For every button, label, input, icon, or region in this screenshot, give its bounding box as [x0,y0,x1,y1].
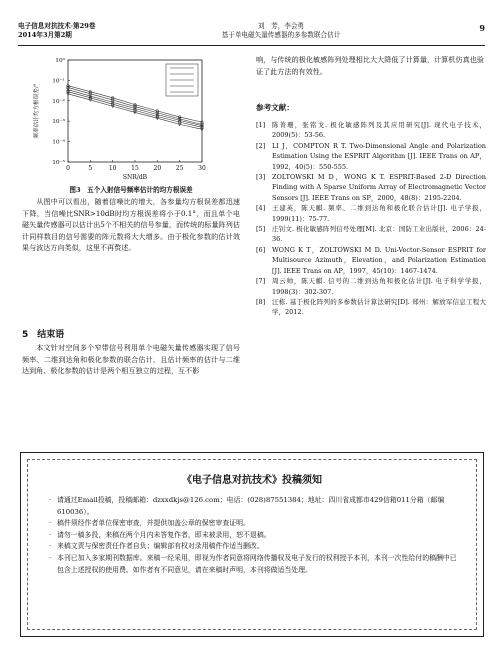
reference-number: [6] [256,245,266,254]
x-tick-label: 0 [66,165,70,172]
bullet-icon: · [49,519,52,528]
y-axis-label: 频率估计均方根误差/° [34,83,40,139]
x-tick-label: 20 [153,165,162,172]
reference-number: [1] [256,121,266,129]
header-rule [18,45,485,46]
reference-number: [2] [256,141,266,150]
page-number: 9 [479,23,485,33]
reference-list [256,120,486,318]
article-title: 基于单电磁矢量传感器的多参数联合估计 [221,31,341,39]
bullet-icon: · [49,553,52,562]
reference-number: [8] [256,297,266,306]
reference-text: 汪栋. 基于极化阵列的多参数估计算法研究[D]. 郑州：解放军信息工程大学，2012. [272,297,486,317]
notice-text: 稿件须经作者单位保密审查，并提供加盖公章的保密审查证明。 [57,519,250,528]
reference-item [256,245,486,276]
notice-item [49,530,459,542]
conclusion-paragraph: 本文针对空间多个窄带信号利用单个电磁矢量传感器实现了信号频率、二维到达角和极化参数的联合估计，且估计频率的估计与二维达到角、极化参数的估计是两个相互独立的过程，互不影 [22,343,240,376]
results-paragraph: 从图中可以看出，随着信噪比的增大，各参量均方根误差都迅速下降，当信噪比SNR>10dB时均方根误差将小于0.1°，而且单个电磁矢量传感器可以估计出5个不相关的信号参量，而传统的标量阵列估计同样数目的信号需要的阵元数将大大增多。由于极化参数的估计效果与波达方向类似，这里不再赘述。 [22,197,240,253]
chart-series [67,64,204,131]
reference-item [256,224,486,245]
y-tick-label: 10⁻⁴ [52,139,65,146]
notice-title: 《电子信息对抗技术》投稿须知 [182,475,322,486]
bullet-icon: · [49,496,52,504]
reference-number: [4] [256,204,266,213]
authors: 刘 芳，李会勇 [257,22,305,30]
reference-number: [7] [256,277,266,286]
page-header [18,22,485,46]
notice-text: 来稿文责与保密责任作者自负；编辑部有权对录用稿件作适当删改。 [57,542,264,551]
notice-items [49,495,459,576]
references-heading: 参考文献： [256,103,294,112]
notice-text: 请勿一稿多投，来稿在两个月内未答复作者，即未被录用，恕不退稿。 [57,530,271,539]
notice-item [49,553,459,576]
reference-item [256,276,486,297]
y-tick-label: 10⁻² [52,98,65,105]
reference-item [256,203,486,224]
y-tick-label: 10⁻⁵ [52,160,65,166]
notice-item [49,541,459,553]
x-tick-label: 10 [108,165,117,172]
x-tick-label: 30 [198,165,206,172]
reference-text: 庄钊文. 极化敏感阵列信号处理[M]. 北京：国防工业出版社，2006：24-36. [272,225,486,244]
reference-text: 陈菁珊，张铭戈. 极化敏感阵列及其应用研究[J]. 现代电子技术，2009(5)：53-56. [272,121,486,140]
x-tick-label: 5 [88,165,93,172]
section-heading: 5 结束语 [22,330,65,340]
reference-item [256,141,486,172]
notice-item [49,518,459,530]
reference-text: WONG K T，ZOLTOWSKI M D. Uni-Vector-Sensor ESPRIT for Multisource Azimuth，Elevation，and Polarization Estimation [J]. IEEE Trans on AP，1997，45(10)：1467-1474. [272,245,486,275]
x-tick-label: 25 [175,165,184,172]
reference-item [256,297,486,318]
y-tick-label: 10⁻¹ [52,78,65,85]
notice-item [49,495,459,518]
x-axis-label: SNR/dB [122,174,148,181]
notice-text: 请通过Email投稿，投稿邮箱：dzxxdkjs@126.com；电话：(028)87551384；地址：四川省成都市429信箱011分箱（邮编610036）。 [57,496,445,516]
right-paragraph [256,54,484,77]
reference-text: 王建英，陈天麒. 频率、二维到达角和极化联合估计[J]. 电子学报，1999(11)：75-77. [272,204,486,223]
y-tick-label: 10⁰ [55,58,65,64]
bullet-icon: · [49,530,52,539]
figure-caption: 图3 五个入射信号频率估计的均方根误差 [69,186,193,194]
reference-text: LI J，COMPTON R T. Two-Dimensional Angle and Polarization Estimation Using the ESPRIT Algorithm [J]. IEEE Trans on AP，1992，40(5)：550-555. [272,141,486,171]
x-tick-label: 15 [131,165,139,172]
reference-number: [3] [256,173,266,182]
bullet-icon: · [49,542,52,551]
left-paragraph-2 [22,342,240,377]
rmse-chart [26,54,236,184]
reference-text: 周云帅，陈天麒. 信号的二维到达角和极化估计[J]. 电子科学学报，1998(3)：302-307. [272,277,486,296]
reference-item [256,120,486,141]
y-tick-label: 10⁻³ [52,119,65,126]
article-info [156,22,406,40]
left-paragraph-1 [22,196,240,254]
reference-number: [5] [256,225,266,234]
conclusion-continued: 响，与传统的极化敏感阵列处理相比大大降低了计算量，计算机仿真也验证了此方法的有效性。 [256,55,484,76]
reference-item [256,172,486,203]
journal-issue: 2014年3月第2期 [18,31,72,39]
reference-text: ZOLTOWSKI M D，WONG K T. ESPRIT-Based 2-D Direction Finding with A Sparse Uniform Array of Electromagnetic Vector Sensors [J]. IEEE Trans on SP，2000，48(8)：2195-2204. [272,173,486,202]
notice-text: 本刊已加入多家期刊数据库。来稿一经采用，即视为作者同意将网络传播权及电子发行的权利授予本刊，本刊一次性给付的稿酬中已包含上述授权的使用费。如作者有不同意见，请在来稿时声明，本刊将做适当处理。 [57,553,457,574]
submission-notice-box [20,452,484,637]
journal-name: 电子信息对抗技术·第29卷 [18,22,96,30]
journal-info [18,22,138,40]
